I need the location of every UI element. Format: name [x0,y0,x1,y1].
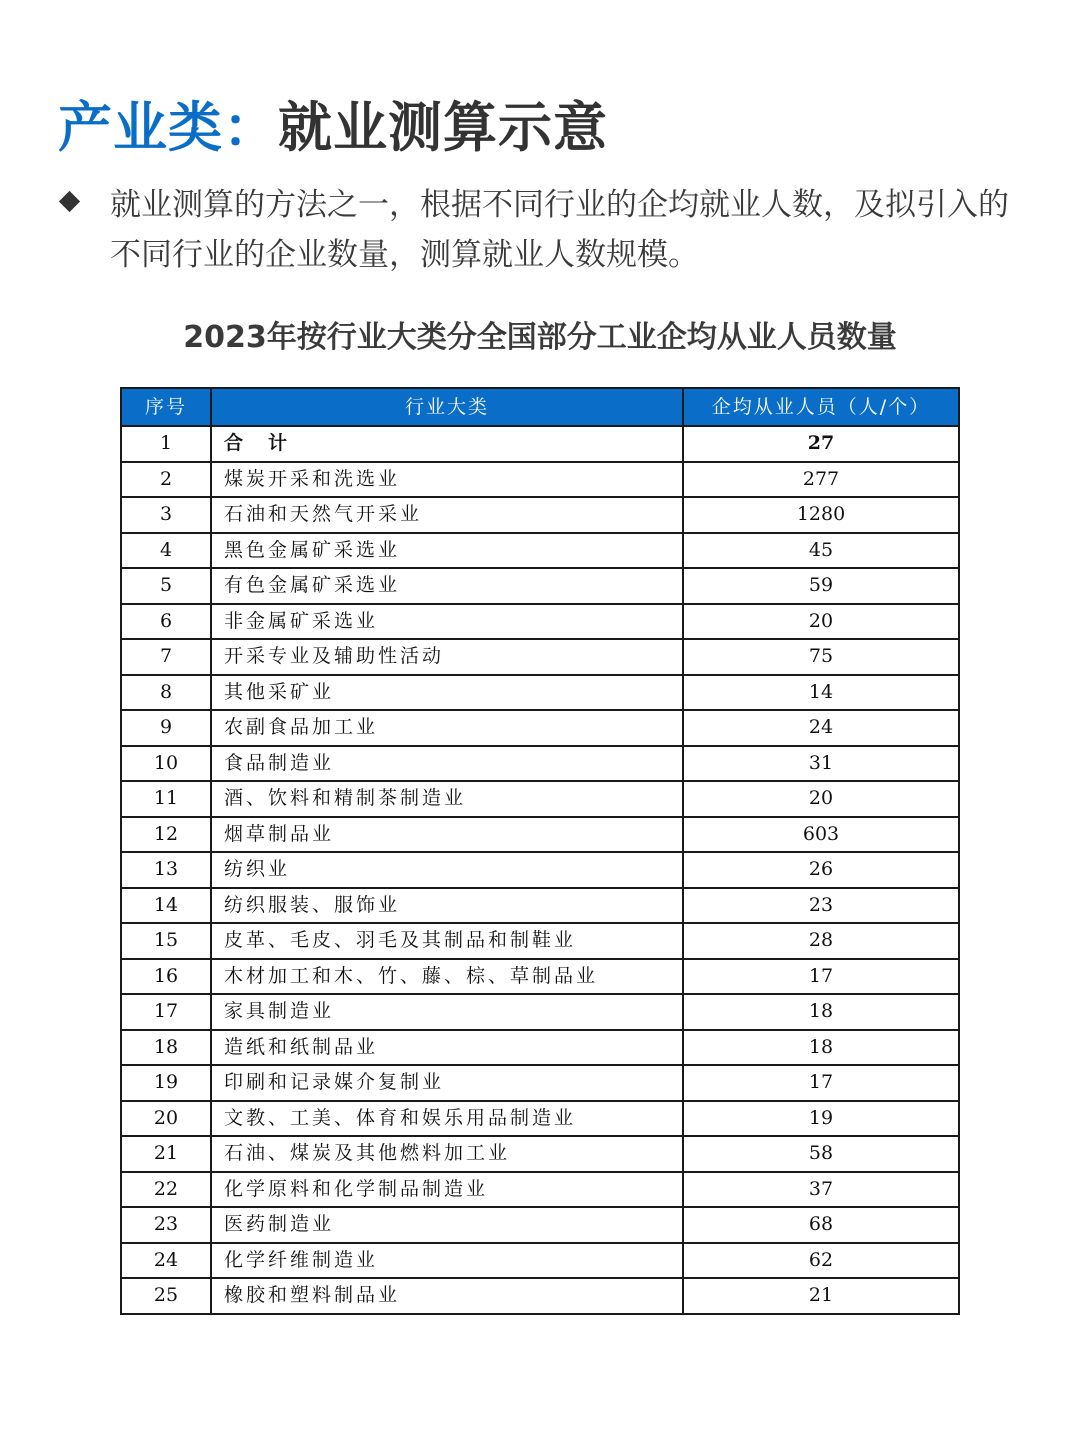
row-industry: 烟草制品业 [211,817,683,853]
row-industry: 黑色金属矿采选业 [211,533,683,569]
row-value: 21 [683,1278,959,1314]
row-industry: 木材加工和木、竹、藤、棕、草制品业 [211,959,683,995]
table-row [121,994,959,1030]
row-value: 14 [683,675,959,711]
table-row [121,923,959,959]
row-value: 20 [683,604,959,640]
row-industry: 橡胶和塑料制品业 [211,1278,683,1314]
row-industry: 化学原料和化学制品制造业 [211,1172,683,1208]
table-row [121,852,959,888]
row-number: 24 [121,1243,211,1279]
table-row [121,639,959,675]
page-title-accent: 产业类： [58,96,278,159]
row-industry: 农副食品加工业 [211,710,683,746]
row-number: 8 [121,675,211,711]
table-row [121,746,959,782]
table-row [121,1207,959,1243]
header-number: 序号 [121,388,211,426]
table-row [121,1136,959,1172]
table-row [121,1243,959,1279]
row-industry: 酒、饮料和精制茶制造业 [211,781,683,817]
row-value: 277 [683,462,959,498]
row-value: 62 [683,1243,959,1279]
table-title: 2023年按行业大类分全国部分工业企均从业人员数量 [183,320,897,355]
row-number: 23 [121,1207,211,1243]
row-value: 20 [683,781,959,817]
row-industry: 化学纤维制造业 [211,1243,683,1279]
row-number: 18 [121,1030,211,1066]
row-number: 6 [121,604,211,640]
row-value: 45 [683,533,959,569]
row-industry: 家具制造业 [211,994,683,1030]
table-row [121,1172,959,1208]
bullet-point [62,180,1022,280]
row-number: 4 [121,533,211,569]
row-number: 17 [121,994,211,1030]
row-industry: 有色金属矿采选业 [211,568,683,604]
row-number: 21 [121,1136,211,1172]
row-value: 17 [683,959,959,995]
table-row [121,533,959,569]
row-number: 22 [121,1172,211,1208]
row-number: 12 [121,817,211,853]
table-row [121,426,959,462]
row-number: 1 [121,426,211,462]
table-header-row [121,388,959,426]
diamond-bullet-icon [59,191,80,212]
table-row [121,497,959,533]
industry-employment-table [120,387,960,1315]
row-value: 19 [683,1101,959,1137]
row-industry: 开采专业及辅助性活动 [211,639,683,675]
row-number: 2 [121,462,211,498]
table-row [121,462,959,498]
row-value: 27 [683,426,959,462]
row-value: 58 [683,1136,959,1172]
table-row [121,817,959,853]
page-title-main: 就业测算示意 [278,96,608,159]
row-number: 7 [121,639,211,675]
row-industry: 印刷和记录媒介复制业 [211,1065,683,1101]
table-row [121,675,959,711]
table-row [121,604,959,640]
table-row [121,1030,959,1066]
row-value: 68 [683,1207,959,1243]
row-value: 28 [683,923,959,959]
row-value: 18 [683,994,959,1030]
row-value: 75 [683,639,959,675]
row-industry: 食品制造业 [211,746,683,782]
row-number: 11 [121,781,211,817]
row-number: 19 [121,1065,211,1101]
row-industry: 医药制造业 [211,1207,683,1243]
row-value: 24 [683,710,959,746]
table-row [121,710,959,746]
row-industry: 煤炭开采和洗选业 [211,462,683,498]
table-row [121,959,959,995]
row-number: 5 [121,568,211,604]
table-row [121,568,959,604]
row-value: 31 [683,746,959,782]
row-value: 23 [683,888,959,924]
table-row [121,1101,959,1137]
row-number: 9 [121,710,211,746]
row-number: 10 [121,746,211,782]
row-value: 603 [683,817,959,853]
table-row [121,781,959,817]
header-industry: 行业大类 [211,388,683,426]
table-row [121,1278,959,1314]
table-row [121,888,959,924]
row-industry: 合 计 [211,426,683,462]
row-industry: 文教、工美、体育和娱乐用品制造业 [211,1101,683,1137]
row-value: 18 [683,1030,959,1066]
header-employees: 企均从业人员（人/个） [683,388,959,426]
row-value: 17 [683,1065,959,1101]
row-industry: 纺织服装、服饰业 [211,888,683,924]
row-industry: 造纸和纸制品业 [211,1030,683,1066]
row-number: 13 [121,852,211,888]
row-value: 59 [683,568,959,604]
page-title [58,92,608,164]
table-body [121,426,959,1314]
row-number: 3 [121,497,211,533]
row-value: 37 [683,1172,959,1208]
row-value: 1280 [683,497,959,533]
row-number: 20 [121,1101,211,1137]
row-number: 14 [121,888,211,924]
row-number: 25 [121,1278,211,1314]
row-industry: 石油、煤炭及其他燃料加工业 [211,1136,683,1172]
row-industry: 皮革、毛皮、羽毛及其制品和制鞋业 [211,923,683,959]
row-industry: 其他采矿业 [211,675,683,711]
row-number: 15 [121,923,211,959]
row-industry: 纺织业 [211,852,683,888]
row-number: 16 [121,959,211,995]
row-industry: 非金属矿采选业 [211,604,683,640]
row-value: 26 [683,852,959,888]
bullet-text: 就业测算的方法之一，根据不同行业的企均就业人数，及拟引入的不同行业的企业数量，测算就业人数规模。 [110,187,1009,273]
row-industry: 石油和天然气开采业 [211,497,683,533]
table-row [121,1065,959,1101]
